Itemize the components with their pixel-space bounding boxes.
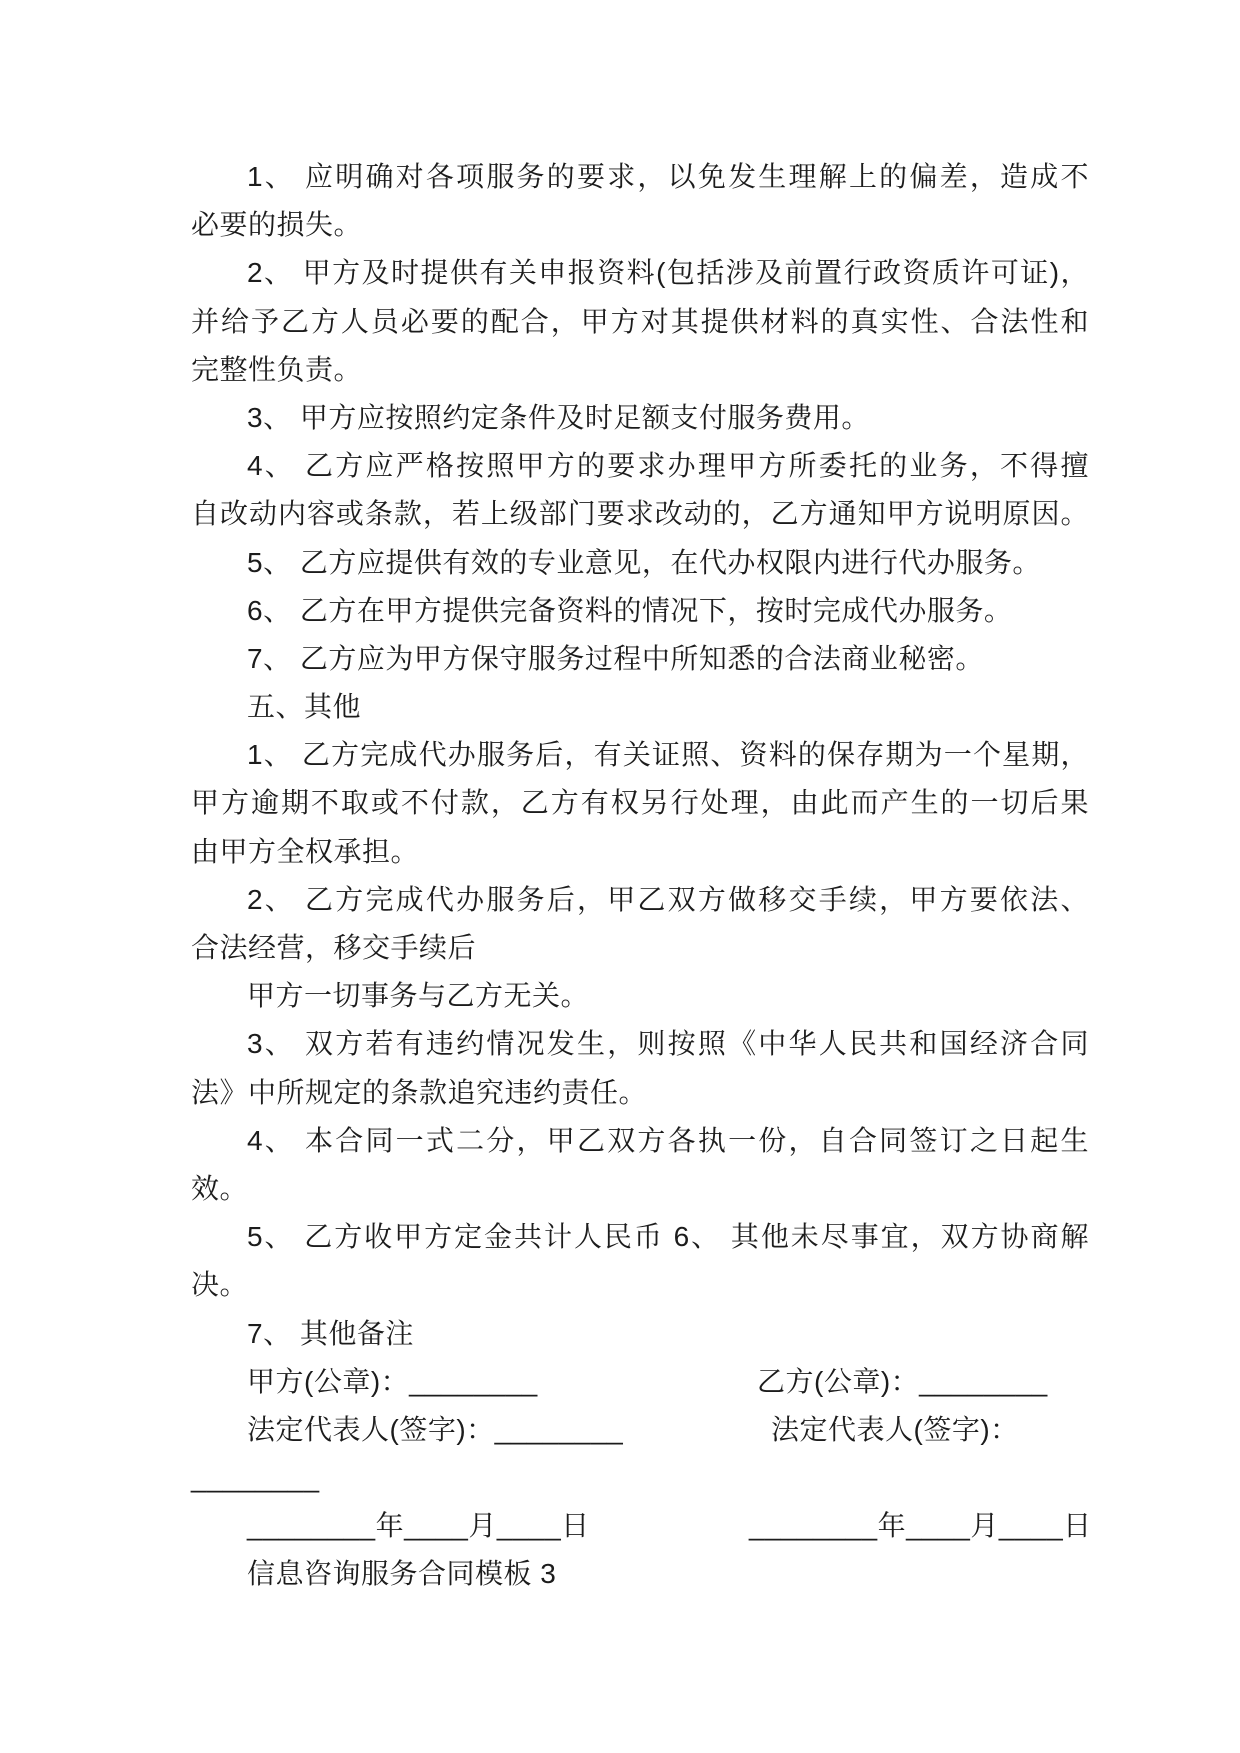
clause-line: 6、 乙方在甲方提供完备资料的情况下，按时完成代办服务。 xyxy=(247,594,1013,626)
clause-line: 自改动内容或条款，若上级部门要求改动的，乙方通知甲方说明原因。 xyxy=(191,498,1089,530)
clause-line: 1、 乙方完成代办服务后，有关证照、资料的保存期为一个星期， xyxy=(247,739,1089,771)
clause-line: 1、 应明确对各项服务的要求，以免发生理解上的偏差，造成不 xyxy=(247,161,1089,192)
clause-line: 3、 甲方应按照约定条件及时足额支付服务费用。 xyxy=(247,401,870,433)
clause-line: 甲方一切事务与乙方无关。 xyxy=(247,980,590,1012)
date-line xyxy=(191,1502,1092,1550)
clause-line: 甲方逾期不取或不付款，乙方有权另行处理，由此而产生的一切后果 xyxy=(191,787,1089,819)
document-footer-title: 信息咨询服务合同模板 3 xyxy=(247,1558,557,1590)
clause-line: 7、 其他备注 xyxy=(247,1317,414,1349)
date-line-right: ________年____月____日 xyxy=(749,1510,1092,1542)
clause-line: 完整性负责。 xyxy=(191,353,363,385)
clause-line: 效。 xyxy=(191,1172,249,1204)
clause-line: 2、 甲方及时提供有关申报资料(包括涉及前置行政资质许可证)， xyxy=(247,257,1089,289)
section-heading-line: 五、其他 xyxy=(247,691,362,723)
representative-signature-line-left: 法定代表人(签字)：________ xyxy=(247,1413,624,1445)
clause-line: 4、 本合同一式二分，甲乙双方各执一份，自合同签订之日起生 xyxy=(247,1124,1089,1156)
seal-line-left: 甲方(公章)：________ xyxy=(247,1365,538,1397)
document-body xyxy=(191,153,1092,1599)
clause-line: 7、 乙方应为甲方保守服务过程中所知悉的合法商业秘密。 xyxy=(247,642,984,674)
signature-blank-line: ________ xyxy=(191,1462,320,1494)
seal-line xyxy=(191,1358,1089,1406)
date-line-left: ________年____月____日 xyxy=(247,1510,590,1542)
clause-line: 由甲方全权承担。 xyxy=(191,835,420,867)
clause-line: 4、 乙方应严格按照甲方的要求办理甲方所委托的业务，不得擅 xyxy=(247,450,1089,482)
clause-line: 必要的损失。 xyxy=(191,209,363,241)
clause-line: 决。 xyxy=(191,1269,249,1301)
clause-line: 并给予乙方人员必要的配合，甲方对其提供材料的真实性、合法性和 xyxy=(191,305,1089,337)
clause-line: 5、 乙方应提供有效的专业意见，在代办权限内进行代办服务。 xyxy=(247,546,1041,578)
representative-signature-line-right: 法定代表人(签字)： xyxy=(771,1413,1019,1445)
representative-signature-line xyxy=(191,1406,1089,1454)
clause-line: 5、 乙方收甲方定金共计人民币 6、 其他未尽事宜，双方协商解 xyxy=(247,1221,1089,1253)
seal-line-right: 乙方(公章)：________ xyxy=(757,1365,1048,1397)
clause-line: 3、 双方若有违约情况发生，则按照《中华人民共和国经济合同 xyxy=(247,1028,1089,1060)
clause-line: 合法经营，移交手续后 xyxy=(191,932,477,963)
clause-line: 2、 乙方完成代办服务后，甲乙双方做移交手续，甲方要依法、 xyxy=(247,883,1089,915)
clause-line: 法》中所规定的条款追究违约责任。 xyxy=(191,1076,648,1108)
